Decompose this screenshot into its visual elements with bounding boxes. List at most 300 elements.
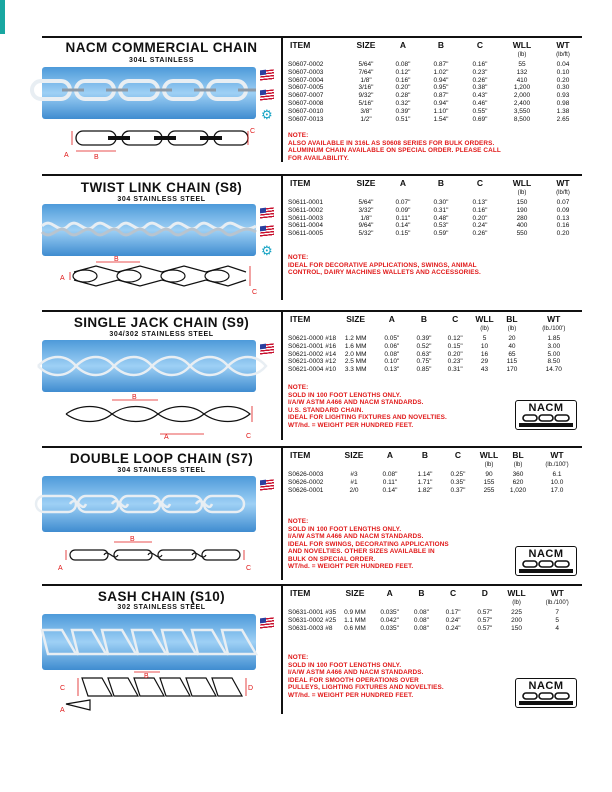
table-cell: 5	[482, 335, 487, 342]
col-header: D	[481, 587, 488, 598]
table-cell: 0.75"	[416, 358, 432, 366]
section-twist-link-chain	[42, 174, 582, 300]
unit-cell: (lb./100')	[545, 600, 569, 607]
table-cell: 0.17"	[445, 609, 461, 616]
chain-diagram-icon	[56, 536, 256, 576]
table-cell: 90	[485, 471, 493, 478]
nacm-logo-text: NACM	[528, 548, 564, 560]
table-cell: 255	[483, 486, 495, 494]
table-cell: 3/16"	[358, 84, 374, 92]
dim-label-b: B	[114, 256, 119, 263]
table-cell: 7/64"	[358, 68, 374, 76]
unit-cell	[384, 189, 422, 199]
table-row	[286, 343, 582, 351]
table-cell: 3/32"	[358, 206, 374, 214]
dim-label-c: C	[246, 565, 252, 572]
note-line: WT/hd. = WEIGHT PER HUNDRED FEET.	[288, 421, 414, 429]
col-header: WT	[547, 313, 561, 324]
table-cell: 0.48"	[433, 214, 449, 222]
col-header: B	[418, 587, 425, 598]
table-cell: S0607-0004	[288, 76, 324, 84]
table-cell: 0.09	[556, 206, 570, 214]
table-cell: S0607-0003	[288, 68, 324, 76]
table-cell: 0.26"	[472, 230, 488, 238]
chain-diagram-icon	[56, 394, 256, 440]
table-cell: 0.15"	[395, 230, 411, 238]
table-cell: 0.09"	[395, 206, 411, 214]
col-header: B	[437, 39, 445, 50]
col-header: WT	[556, 177, 570, 188]
unit-cell: (lb)	[517, 52, 527, 59]
note-heading: NOTE:	[288, 384, 309, 391]
table-cell: 5/32"	[358, 230, 374, 238]
note-block	[288, 254, 580, 277]
col-header: B	[437, 177, 445, 188]
note-line: BULK ON SPECIAL ORDER.	[288, 555, 376, 563]
col-header: SIZE	[345, 587, 365, 598]
table-cell: 0.10"	[384, 358, 400, 366]
unit-cell	[469, 599, 501, 609]
col-header: WLL	[512, 39, 532, 50]
units-row	[286, 461, 582, 471]
table-cell: 0.23"	[472, 68, 488, 76]
product-title: DOUBLE LOOP CHAIN (S7)	[69, 451, 254, 466]
table-cell: S0626-0002	[288, 478, 324, 486]
product-material: 304L STAINLESS	[129, 57, 194, 64]
table-cell: 0.30	[556, 84, 570, 92]
table-row	[286, 471, 582, 479]
col-header: C	[454, 449, 462, 460]
unit-cell	[372, 461, 408, 471]
table-cell: 0.14"	[395, 222, 411, 230]
section-divider	[281, 312, 283, 440]
chain-photo	[42, 340, 256, 392]
note-heading: NOTE:	[288, 654, 309, 661]
table-cell: 1.02"	[433, 68, 449, 76]
table-cell: 550	[516, 230, 528, 238]
col-header: WT	[556, 39, 570, 50]
table-cell: 0.08"	[413, 609, 429, 616]
table-cell: 0.11"	[382, 478, 398, 486]
table-cell: 0.07"	[395, 199, 411, 206]
table-cell: 8,500	[513, 115, 531, 123]
chain-photo	[42, 614, 256, 670]
unit-cell	[348, 51, 384, 61]
table-cell: 0.57"	[477, 609, 493, 616]
nacm-logo	[515, 678, 577, 708]
table-cell: 0.20"	[447, 350, 463, 358]
us-flag-icon	[260, 480, 274, 490]
table-cell: 0.20	[556, 76, 570, 84]
dim-label-b: B	[144, 673, 149, 680]
table-cell: 0.9 MM	[344, 609, 366, 616]
table-cell: 0.51"	[395, 115, 411, 123]
table-cell: 0.13"	[472, 199, 488, 206]
table-cell: 0.57"	[477, 616, 493, 624]
dim-label-b: B	[94, 154, 99, 161]
note-block	[288, 132, 580, 162]
table-cell: 16	[480, 350, 489, 358]
chain-photo	[42, 476, 256, 532]
table-cell: 155	[483, 478, 495, 486]
item-code: S0621-0000	[288, 335, 324, 342]
table-cell: 0.07	[556, 199, 570, 206]
table-cell: 0.12"	[447, 335, 463, 342]
table-row	[286, 84, 582, 92]
table-row	[286, 609, 582, 617]
table-cell: 0.32"	[395, 99, 411, 107]
table-cell: 2.65	[556, 115, 570, 123]
table-cell: 400	[516, 222, 528, 230]
note-heading: NOTE:	[288, 518, 309, 525]
table-cell: 10	[480, 342, 489, 350]
table-cell: S0607-0010	[288, 107, 324, 115]
table-cell: #1	[350, 478, 358, 486]
section-divider	[281, 586, 283, 714]
col-header: SIZE	[346, 313, 366, 324]
note-line: FOR AVAILABILITY.	[288, 154, 349, 162]
table-cell: 1,200	[513, 84, 531, 92]
table-header-row	[286, 312, 582, 325]
section-divider	[281, 448, 283, 580]
item-gauge: #35	[323, 609, 337, 616]
table-cell: 0.52"	[416, 342, 432, 350]
nacm-logo	[515, 546, 577, 576]
col-header: ITEM	[290, 177, 311, 188]
table-cell: 55	[518, 61, 526, 68]
table-row	[286, 207, 582, 215]
table-cell: 0.46"	[472, 99, 488, 107]
col-header: A	[399, 39, 407, 50]
nacm-logo-text: NACM	[528, 402, 564, 414]
stainless-gear-icon: ⚙	[261, 243, 273, 258]
unit-cell	[336, 599, 374, 609]
table-cell: 2,400	[513, 99, 531, 107]
unit-cell	[408, 325, 439, 335]
table-cell: 0.05"	[384, 335, 400, 342]
item-code: S0621-0002	[288, 350, 324, 358]
col-header: ITEM	[290, 39, 311, 50]
note-line: I/A/W ASTM A466 AND NACM STANDARDS.	[288, 669, 424, 676]
item-code: S0631-0002	[288, 616, 324, 624]
table-cell: S0611-0001	[288, 199, 323, 206]
table-cell: 620	[512, 478, 524, 486]
dim-label-c: C	[250, 128, 256, 135]
table-cell: 2.0 MM	[344, 350, 367, 358]
item-gauge: #16	[323, 342, 337, 350]
item-code: S0631-0001	[288, 609, 324, 616]
table-cell: 0.93	[556, 92, 570, 100]
table-cell: 0.16	[556, 222, 570, 230]
table-cell: 0.13	[556, 214, 570, 222]
note-line: WT/hd. = WEIGHT PER HUNDRED FEET.	[288, 563, 414, 570]
col-header: A	[386, 449, 394, 460]
table-cell: 0.94"	[433, 99, 449, 107]
unit-cell	[286, 599, 336, 609]
table-cell: 3.3 MM	[344, 366, 367, 374]
note-line: PULLEYS, LIGHTING FIXTURES AND NOVELTIES.	[288, 684, 444, 691]
table-cell: 0.08"	[413, 624, 429, 632]
product-title: TWIST LINK CHAIN (S8)	[80, 180, 243, 195]
table-row	[286, 215, 582, 223]
table-cell: 0.26"	[472, 76, 488, 84]
unit-cell	[286, 189, 348, 199]
col-header: C	[476, 39, 484, 50]
col-header: A	[399, 177, 407, 188]
table-cell: 1,020	[509, 486, 527, 494]
spec-rows	[286, 51, 582, 123]
table-cell: 1.1 MM	[344, 616, 366, 624]
table-row	[286, 116, 582, 124]
note-line: WT/hd. = WEIGHT PER HUNDRED FEET.	[288, 691, 414, 699]
item-cell	[286, 335, 336, 343]
note-line: SOLD IN 100 FOOT LENGTHS ONLY.	[288, 391, 402, 399]
unit-cell	[422, 51, 460, 61]
col-header: WT	[550, 449, 564, 460]
note-line: IDEAL FOR SMOOTH OPERATIONS OVER	[288, 676, 419, 684]
unit-cell	[408, 461, 442, 471]
unit-cell	[422, 189, 460, 199]
table-cell: 0.08"	[413, 616, 429, 624]
table-cell: 0.24"	[445, 624, 461, 632]
table-cell: S0607-0008	[288, 99, 324, 107]
item-gauge: #8	[323, 624, 333, 632]
unit-cell	[460, 51, 500, 61]
table-cell: 1/8"	[360, 76, 372, 84]
table-cell: 0.87"	[433, 61, 449, 68]
col-header: SIZE	[356, 39, 376, 50]
table-cell: 410	[516, 76, 528, 84]
section-double-loop-chain	[42, 446, 582, 580]
col-header: A	[386, 587, 393, 598]
table-cell: S0626-0001	[288, 486, 324, 494]
table-cell: 29	[480, 358, 489, 366]
note-line: ALSO AVAILABLE IN 316L AS S0608 SERIES FOR BULK ORDERS.	[288, 139, 495, 147]
spec-table	[286, 38, 582, 123]
table-cell: 65	[508, 350, 516, 358]
us-flag-icon	[260, 226, 274, 236]
table-cell: 0.16"	[472, 206, 488, 214]
section-sash-chain	[42, 584, 582, 714]
spec-table	[286, 312, 582, 374]
table-cell: 1.38	[556, 107, 570, 115]
item-gauge: #18	[323, 335, 337, 342]
product-title: SINGLE JACK CHAIN (S9)	[73, 315, 250, 330]
table-cell: S0607-0002	[288, 61, 324, 68]
spec-rows	[286, 599, 582, 632]
dim-label-c: C	[60, 685, 66, 692]
product-material: 304/302 STAINLESS STEEL	[109, 331, 214, 338]
unit-cell	[286, 325, 336, 335]
accent-bar	[0, 0, 5, 34]
col-header: WLL	[475, 313, 494, 324]
table-cell: S0626-0003	[288, 471, 324, 478]
table-cell: 0.035"	[380, 624, 399, 632]
table-row	[286, 92, 582, 100]
table-cell: 0.43"	[472, 92, 488, 100]
table-cell: 9/32"	[358, 92, 374, 100]
table-cell: 0.98	[556, 99, 570, 107]
table-cell: 280	[516, 214, 528, 222]
table-cell: 0.35"	[450, 478, 466, 486]
dim-label-a: A	[64, 152, 69, 159]
table-cell: 2,000	[513, 92, 531, 100]
table-cell: 0.39"	[395, 107, 411, 115]
table-row	[286, 222, 582, 230]
col-header: B	[420, 313, 428, 324]
unit-cell: (lb)	[513, 462, 523, 469]
col-header: BL	[512, 449, 524, 460]
table-cell: 0.04	[556, 61, 570, 68]
us-flag-icon	[260, 70, 274, 80]
table-cell: 8.50	[547, 358, 561, 366]
note-line: I/A/W ASTM A466 AND NACM STANDARDS.	[288, 533, 424, 540]
item-cell	[286, 343, 336, 351]
col-header: A	[388, 313, 395, 324]
table-cell: 0.38"	[472, 84, 488, 92]
unit-cell: (lb/ft)	[556, 190, 570, 197]
unit-cell: (lb)	[512, 600, 521, 607]
table-cell: 0.31"	[433, 206, 449, 214]
unit-cell: (lb)	[517, 190, 527, 197]
col-header: C	[452, 313, 459, 324]
item-code: S0621-0001	[288, 342, 324, 350]
table-row	[286, 230, 582, 238]
us-flag-icon	[260, 344, 274, 354]
item-gauge: #25	[323, 616, 337, 624]
col-header: B	[421, 449, 429, 460]
col-header: C	[450, 587, 457, 598]
table-cell: 1/8"	[360, 214, 372, 222]
item-cell	[286, 358, 336, 366]
product-title: NACM COMMERCIAL CHAIN	[65, 40, 258, 55]
section-divider	[281, 38, 283, 162]
table-cell: 0.20"	[395, 84, 411, 92]
table-cell: 43	[480, 366, 489, 374]
spec-table	[286, 448, 582, 494]
note-line: IDEAL FOR DECORATIVE APPLICATIONS, SWINGS, ANIMAL	[288, 261, 477, 269]
col-header: SIZE	[344, 449, 364, 460]
note-heading: NOTE:	[288, 132, 309, 139]
spec-rows	[286, 189, 582, 238]
item-cell	[286, 366, 336, 374]
note-heading: NOTE:	[288, 254, 309, 261]
table-cell: 0.53"	[433, 222, 449, 230]
item-code: S0621-0004	[288, 366, 324, 374]
dim-label-c: C	[252, 289, 258, 296]
table-row	[286, 351, 582, 359]
table-cell: 1.14"	[417, 471, 433, 478]
unit-cell: (lb)	[484, 462, 494, 469]
col-header: ITEM	[290, 313, 311, 324]
table-cell: 0.59"	[433, 230, 449, 238]
spec-table	[286, 176, 582, 238]
table-cell: 0.06"	[384, 342, 400, 350]
col-header: WT	[550, 587, 564, 598]
table-cell: #3	[350, 471, 358, 478]
table-cell: 0.6 MM	[344, 624, 366, 632]
item-code: S0631-0003	[288, 624, 324, 632]
units-row	[286, 325, 582, 335]
table-cell: S0607-0013	[288, 115, 324, 123]
item-cell	[286, 625, 336, 633]
table-cell: 225	[511, 609, 522, 616]
table-row	[286, 617, 582, 625]
table-cell: 5/16"	[358, 99, 374, 107]
col-header: ITEM	[290, 449, 311, 460]
table-row	[286, 366, 582, 374]
table-cell: 7	[555, 609, 560, 616]
unit-cell: (lb./100')	[545, 462, 569, 469]
table-cell: 0.57"	[477, 624, 493, 632]
table-cell: 0.24"	[445, 616, 461, 624]
unit-cell	[384, 51, 422, 61]
table-cell: 1.54"	[433, 115, 449, 123]
table-cell: S0611-0002	[288, 206, 323, 214]
table-cell: 1.82"	[417, 486, 433, 494]
note-line: ALUMINUM CHAIN AVAILABLE ON SPECIAL ORDER. PLEASE CALL	[288, 147, 501, 154]
table-cell: 4	[555, 624, 560, 632]
table-cell: 1.85	[547, 335, 561, 342]
table-cell: 360	[512, 471, 524, 478]
table-cell: 0.23"	[447, 358, 463, 366]
note-line: SOLD IN 100 FOOT LENGTHS ONLY.	[288, 661, 402, 669]
product-material: 304 STAINLESS STEEL	[117, 196, 206, 203]
table-cell: 10.0	[550, 478, 564, 486]
product-material: 304 STAINLESS STEEL	[117, 467, 206, 474]
table-cell: 1/2"	[360, 115, 372, 123]
note-line: I/A/W ASTM A466 AND NACM STANDARDS.	[288, 399, 424, 406]
col-header: C	[476, 177, 484, 188]
table-cell: 0.95"	[433, 84, 449, 92]
unit-cell	[374, 599, 406, 609]
chain-diagram-icon	[56, 123, 256, 161]
nacm-logo	[515, 400, 577, 430]
unit-cell	[375, 325, 408, 335]
stainless-gear-icon: ⚙	[261, 107, 273, 122]
table-cell: 0.37"	[450, 486, 466, 494]
table-cell: 0.30"	[433, 199, 449, 206]
item-cell	[286, 609, 336, 617]
table-cell: 0.08"	[382, 471, 398, 478]
item-gauge: #10	[323, 366, 337, 374]
table-cell: 0.10	[556, 68, 570, 76]
table-cell: 5/64"	[358, 61, 374, 68]
table-row	[286, 479, 582, 487]
chain-diagram-icon	[56, 670, 256, 714]
units-row	[286, 599, 582, 609]
table-cell: S0611-0003	[288, 214, 323, 222]
table-header-row	[286, 176, 582, 189]
chain-photo	[42, 67, 256, 119]
item-gauge: #14	[323, 350, 337, 358]
col-header: BL	[506, 313, 518, 324]
us-flag-icon	[260, 618, 274, 628]
unit-cell: (lb)	[507, 326, 517, 333]
us-flag-icon	[260, 208, 274, 218]
table-cell: 0.08"	[384, 350, 400, 358]
table-cell: S0607-0005	[288, 84, 324, 92]
table-header-row	[286, 586, 582, 599]
table-cell: 14.70	[545, 366, 562, 374]
table-cell: 1.2 MM	[344, 335, 367, 342]
table-row	[286, 77, 582, 85]
table-cell: S0611-0005	[288, 230, 323, 238]
table-cell: 0.25"	[450, 471, 466, 478]
table-cell: 0.20	[556, 230, 570, 238]
table-header-row	[286, 448, 582, 461]
table-cell: 6.1	[552, 471, 562, 478]
